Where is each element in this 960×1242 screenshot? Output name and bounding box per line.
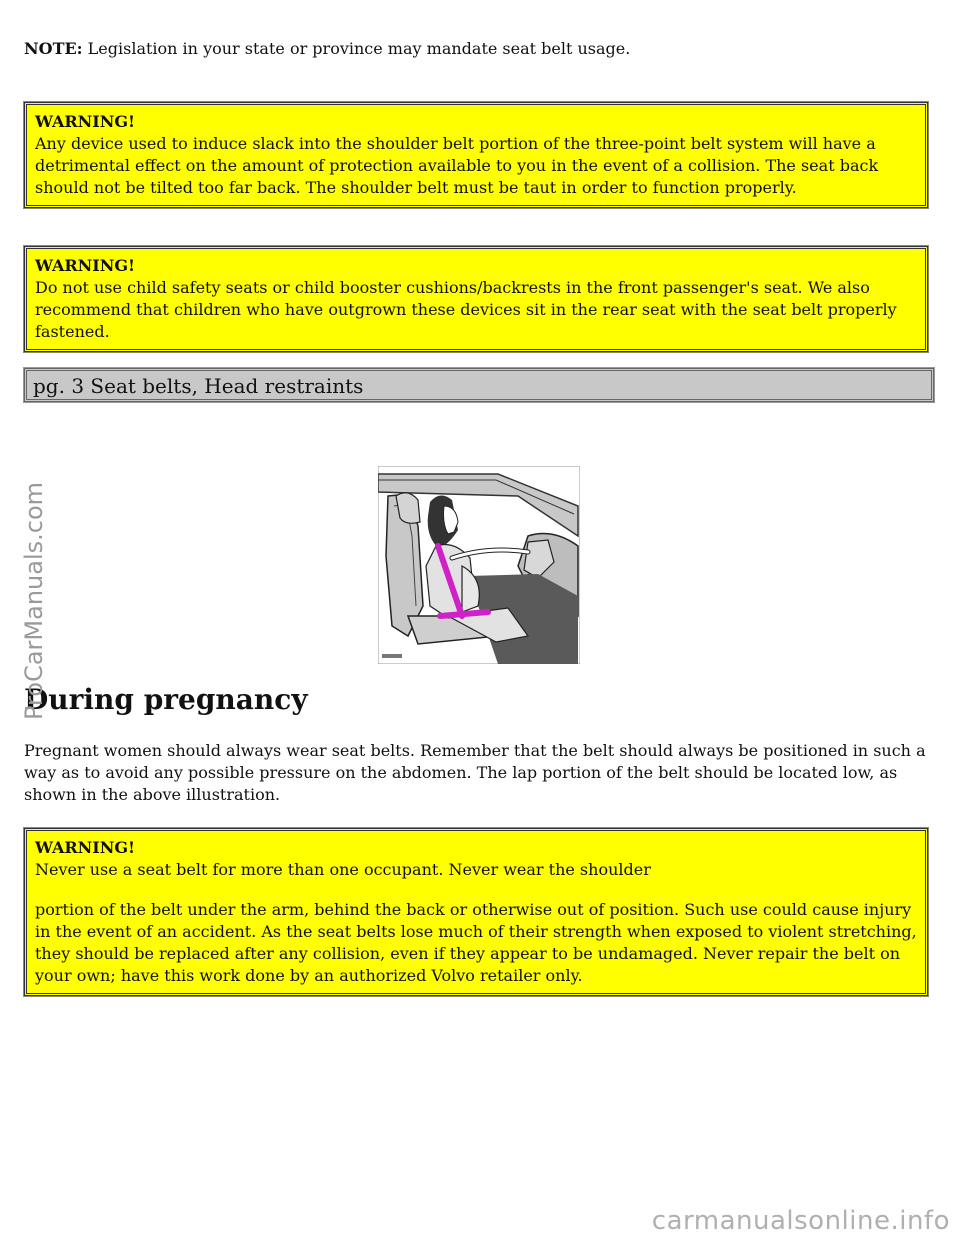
warning-title: WARNING!	[35, 112, 136, 131]
bottom-watermark: carmanualsonline.info	[651, 1206, 950, 1236]
warning-text: Any device used to induce slack into the shoulder belt portion of the three-point belt system will have a detrimental effect on the amount of protection available to you in the event of a collision. The seat back should not be tilted too far back. The shoulder belt must be taut in order to function properly.	[35, 134, 879, 197]
pregnancy-paragraph: Pregnant women should always wear seat belts. Remember that the belt should always be positioned in such a way as to avoid any possible pressure on the abdomen. The lap portion of the belt should be located low, as shown in the above illustration.	[24, 741, 926, 804]
note-body: Legislation in your state or province may mandate seat belt usage.	[82, 39, 631, 58]
section-header	[24, 368, 934, 402]
lap-belt	[440, 612, 488, 616]
warning-box-slack	[24, 102, 928, 208]
warning-box-child-seats	[24, 246, 928, 352]
warning-text: Never use a seat belt for more than one occupant. Never wear the shoulder	[35, 860, 651, 879]
pregnant-driver-illustration	[378, 466, 580, 664]
warning-text-continued: portion of the belt under the arm, behind the back or otherwise out of position. Such use could cause injury in the event of an accident. As the seat belts lose much of their strength when exposed to violent stretching, they should be replaced after any collision, even if they appear to be undamaged. Never repair the belt on your own; have this work done by an authorized Volvo retailer only.	[35, 900, 917, 985]
note-label: NOTE:	[24, 39, 83, 58]
note-text	[24, 38, 924, 59]
section-title: pg. 3 Seat belts, Head restraints	[33, 374, 364, 398]
warning-title: WARNING!	[35, 256, 136, 275]
warning-title: WARNING!	[35, 838, 136, 857]
side-watermark: ProCarManuals.com	[20, 481, 48, 720]
illustration-code-mark	[382, 654, 402, 658]
warning-box-occupant	[24, 828, 928, 996]
warning-text: Do not use child safety seats or child booster cushions/backrests in the front passenger's seat. We also recommend that children who have outgrown these devices sit in the rear seat with the seat belt properly fastened.	[35, 278, 897, 341]
section-heading: During pregnancy	[24, 683, 308, 716]
